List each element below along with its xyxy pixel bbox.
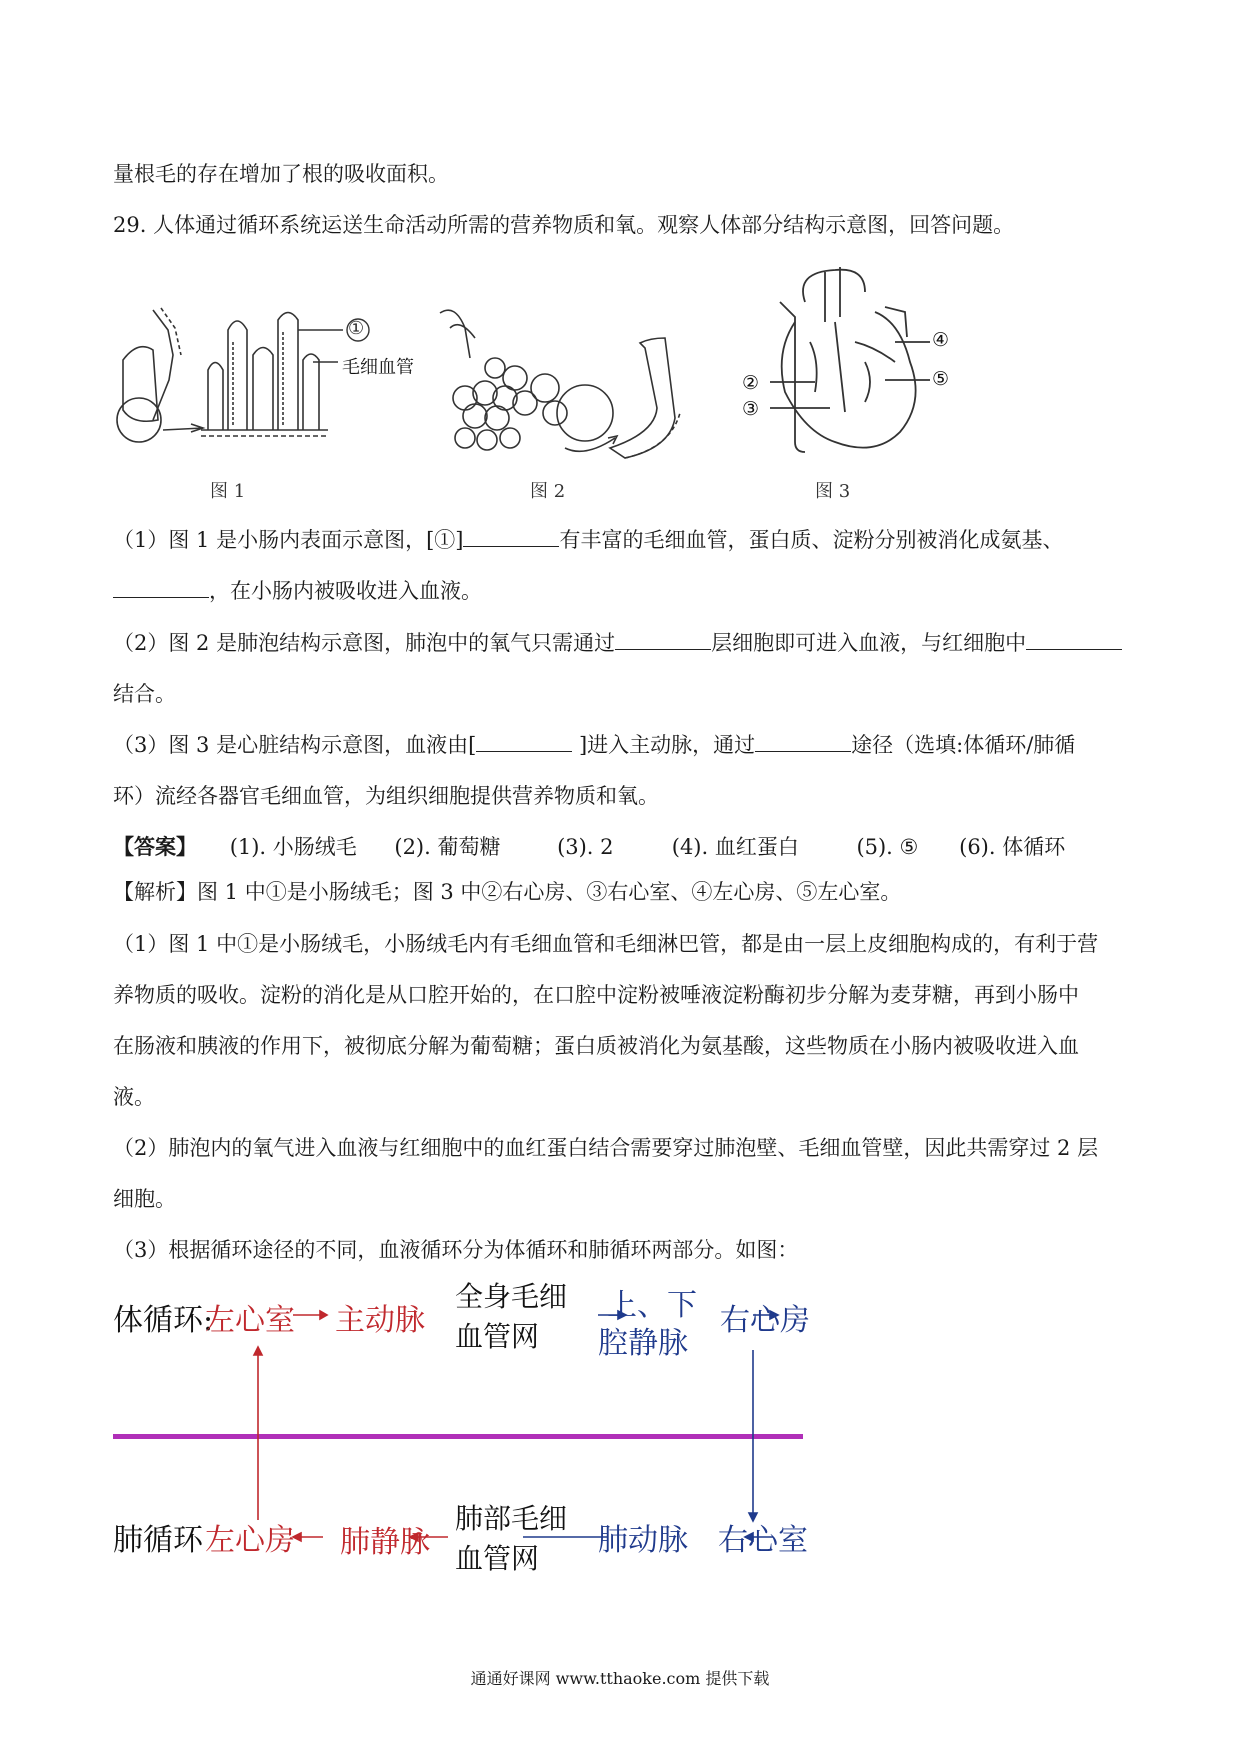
answer-label: 【答案】	[113, 834, 197, 859]
text: 层细胞即可进入血液，与红细胞中	[711, 631, 1027, 655]
question-29-stem: 29. 人体通过循环系统运送生命活动所需的营养物质和氧。观察人体部分结构示意图，回答问题。	[113, 213, 1015, 237]
figure-1-label-capillary: 毛细血管	[342, 357, 414, 378]
explanation-line: 液。	[113, 1085, 155, 1109]
figure-3-label-3: ③	[742, 398, 760, 420]
figure-1-villi	[113, 300, 423, 470]
systemic-right-atrium: 右心房	[720, 1303, 810, 1338]
answer-blank	[476, 731, 572, 752]
figure-3-label-4: ④	[932, 329, 950, 351]
answer-blank	[463, 526, 559, 547]
pulmonary-left-atrium: 左心房	[205, 1523, 295, 1558]
text: ]进入主动脉，通过	[572, 733, 756, 757]
question-2-line-b: 结合。	[113, 682, 176, 706]
answer-line	[113, 833, 1065, 861]
figure-3-label-5: ⑤	[932, 368, 950, 390]
pulmonary-title: 肺循环	[113, 1523, 203, 1558]
figure-3-caption: 图 3	[815, 481, 851, 502]
pulmonary-right-ventricle: 右心室	[718, 1523, 808, 1558]
explanation-line: 细胞。	[113, 1187, 176, 1211]
text: （3）图 3 是心脏结构示意图，血液由[	[113, 733, 477, 757]
systemic-capillary-1: 全身毛细	[455, 1280, 568, 1313]
figure-2-alveoli	[425, 298, 695, 468]
figure-1-label-1: ①	[348, 318, 365, 339]
answer-blank	[615, 629, 711, 650]
systemic-capillary-2: 血管网	[455, 1320, 540, 1353]
explanation-line: （1）图 1 中①是小肠绒毛，小肠绒毛内有毛细血管和毛细淋巴管，都是由一层上皮细胞构成的，有利于营	[113, 932, 1099, 956]
text: （1）图 1 是小肠内表面示意图，[①]	[113, 528, 464, 552]
explanation-line: （3）根据循环途径的不同，血液循环分为体循环和肺循环两部分。如图：	[113, 1238, 799, 1262]
figure-3-label-2: ②	[742, 372, 760, 394]
systemic-left-ventricle: 左心室	[205, 1303, 295, 1338]
figure-3-heart	[735, 262, 965, 462]
pulmonary-capillary-1: 肺部毛细	[455, 1502, 568, 1535]
figure-1-caption: 图 1	[210, 481, 246, 502]
pulmonary-vein: 肺静脉	[340, 1525, 430, 1560]
answer-3: (3). 2	[557, 835, 614, 859]
figure-2-caption: 图 2	[530, 481, 566, 502]
text: ，在小肠内被吸收进入血液。	[209, 579, 482, 603]
answer-blank	[113, 577, 209, 598]
answer-5: (5). ⑤	[856, 835, 919, 859]
systemic-vena-cava-1: 上、下	[607, 1288, 697, 1323]
answer-2: (2). 葡萄糖	[394, 835, 501, 859]
question-1-line-b	[113, 577, 482, 605]
systemic-title: 体循环:	[113, 1303, 214, 1338]
explanation-line: 在肠液和胰液的作用下，被彻底分解为葡萄糖；蛋白质被消化为氨基酸，这些物质在小肠内被吸收进入血	[113, 1034, 1079, 1058]
text: 途径（选填:体循环/肺循	[851, 733, 1076, 757]
systemic-aorta: 主动脉	[335, 1303, 425, 1338]
page-footer: 通通好课网 www.tthaoke.com 提供下载	[470, 1669, 770, 1688]
explanation-heading: 【解析】图 1 中①是小肠绒毛；图 3 中②右心房、③右心室、④左心房、⑤左心室。	[113, 880, 902, 904]
answer-1: (1). 小肠绒毛	[229, 835, 357, 859]
pulmonary-capillary-2: 血管网	[455, 1542, 540, 1575]
systemic-vena-cava-2: 腔静脉	[598, 1326, 688, 1361]
answer-blank	[755, 731, 851, 752]
text-line: 量根毛的存在增加了根的吸收面积。	[113, 162, 449, 186]
answer-6: (6). 体循环	[959, 835, 1066, 859]
question-1-line-a	[113, 526, 1063, 554]
answer-blank	[1026, 629, 1122, 650]
text: （2）图 2 是肺泡结构示意图，肺泡中的氧气只需通过	[113, 631, 616, 655]
question-2-line-a	[113, 629, 1122, 657]
divider-line	[113, 1434, 803, 1439]
explanation-line: （2）肺泡内的氧气进入血液与红细胞中的血红蛋白结合需要穿过肺泡壁、毛细血管壁，因此共需穿过 2 层	[113, 1136, 1099, 1160]
explanation-line: 养物质的吸收。淀粉的消化是从口腔开始的，在口腔中淀粉被唾液淀粉酶初步分解为麦芽糖，再到小肠中	[113, 983, 1079, 1007]
question-3-line-a	[113, 731, 1075, 759]
text: 有丰富的毛细血管，蛋白质、淀粉分别被消化成氨基、	[559, 528, 1064, 552]
answer-4: (4). 血红蛋白	[671, 835, 799, 859]
question-3-line-b: 环）流经各器官毛细血管，为组织细胞提供营养物质和氧。	[113, 784, 659, 808]
pulmonary-artery: 肺动脉	[598, 1523, 688, 1558]
